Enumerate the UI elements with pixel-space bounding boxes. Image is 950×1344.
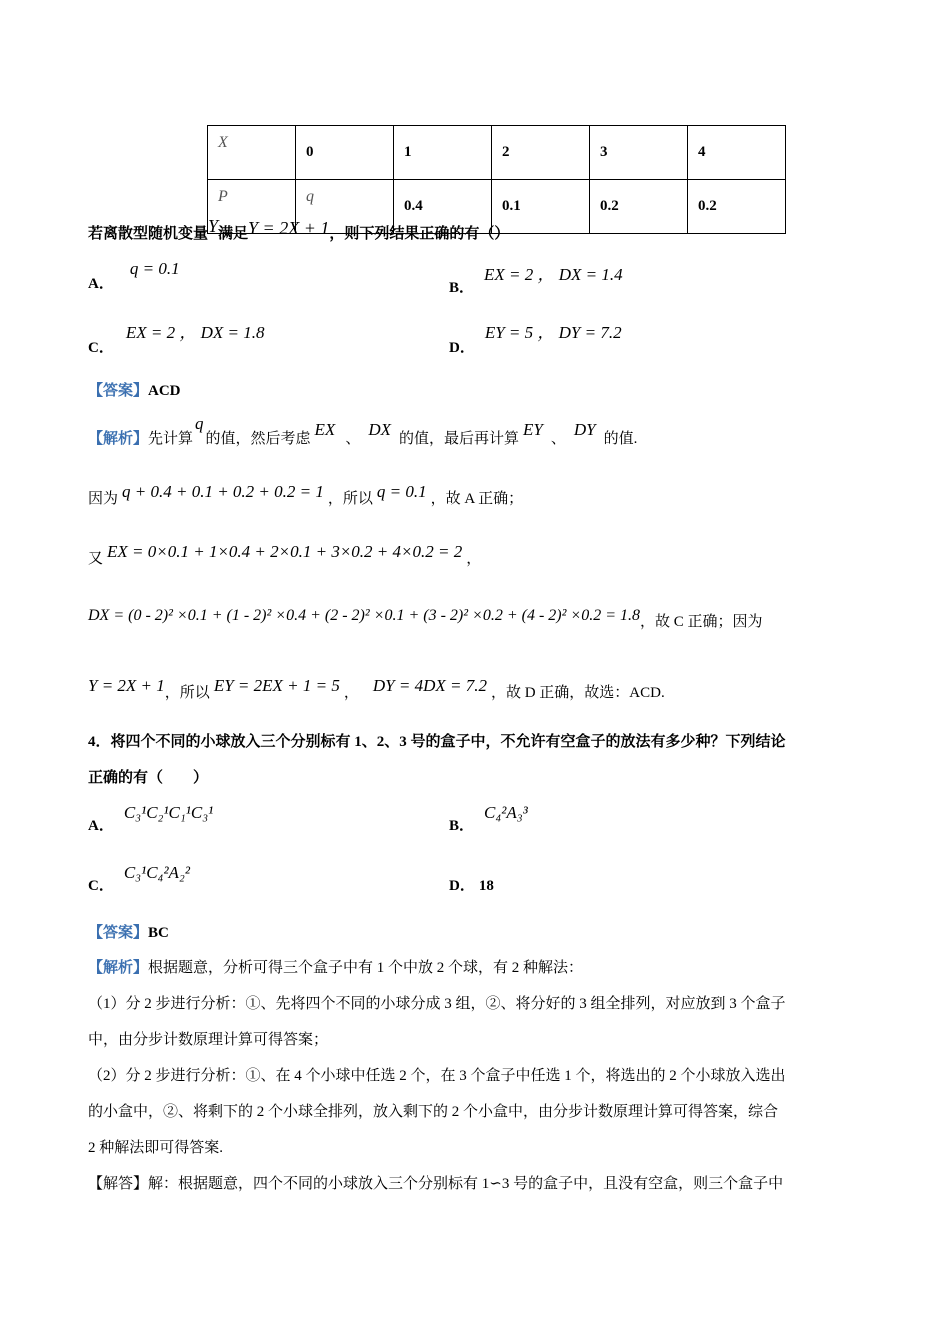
analysis-line: 【解析】先计算q的值，然后考虑 EX 、 DX 的值，最后再计算 EY 、 DY 的值. <box>88 414 638 447</box>
table-cell: 0.2 <box>688 180 786 234</box>
analysis-line: 因为 q + 0.4 + 0.1 + 0.2 + 0.2 = 1 ，所以 q = 0.1 ，故 A 正确； <box>88 482 524 507</box>
table-cell: X <box>208 126 296 180</box>
option-b: B． C₄²A₃³ <box>449 803 528 834</box>
analysis-line: （1）分 2 步进行分析：①、先将四个不同的小球分成 3 组，②、将分好的 3 组全排列，对应放到 3 个盒子 <box>88 996 786 1012</box>
analysis-line: 2 种解法即可得答案. <box>88 1140 224 1156</box>
analysis-line: 中，由分步计数原理计算可得答案； <box>88 1032 329 1048</box>
analysis-line: 的小盒中，②、将剩下的 2 个小球全排列，放入剩下的 2 个小盒中，由分步计数原理计算可得答案，综合 <box>88 1104 779 1120</box>
table-cell: 2 <box>492 126 590 180</box>
table-cell: 0.4 <box>394 180 492 234</box>
table-cell: 1 <box>394 126 492 180</box>
option-c: C． C₃¹C₄²A₂² <box>88 863 190 894</box>
table-cell: 0.2 <box>590 180 688 234</box>
analysis-line: （2）分 2 步进行分析：①、在 4 个小球中任选 2 个，在 3 个盒子中任选 1 个，将选出的 2 个小球放入选出 <box>88 1068 786 1084</box>
option-c: C． EX = 2 ， DX = 1.8 <box>88 323 265 356</box>
table-cell: 0.1 <box>492 180 590 234</box>
analysis-line: DX = (0 - 2)² ×0.1 + (1 - 2)² ×0.4 + (2 - 2)² ×0.1 + (3 - 2)² ×0.2 + (4 - 2)² ×0.2 = 1.8，故 C 正确；因为 <box>88 607 763 630</box>
analysis-line: Y = 2X + 1，所以 EY = 2EX + 1 = 5 ， DY = 4DX = 7.2 ，故 D 正确，故选：ACD. <box>88 676 665 701</box>
option-b: B． EX = 2 ， DX = 1.4 <box>449 265 623 296</box>
table-cell: P <box>208 180 296 234</box>
question-stem: 正确的有（ ） <box>88 770 209 786</box>
answer-line: 【答案】BC <box>88 925 169 941</box>
table-cell: q <box>296 180 394 234</box>
table-cell: 4 <box>688 126 786 180</box>
question-stem: 4．将四个不同的小球放入三个分别标有 1、2、3 号的盒子中，不允许有空盒子的放法有多少种？下列结论 <box>88 734 786 750</box>
table-cell: 0 <box>296 126 394 180</box>
option-a: A． q = 0.1 <box>88 259 180 292</box>
answer-line: 【答案】ACD <box>88 383 181 399</box>
analysis-line: 又 EX = 0×0.1 + 1×0.4 + 2×0.1 + 3×0.2 + 4×0.2 = 2 ， <box>88 542 482 567</box>
table-cell: 3 <box>590 126 688 180</box>
option-d: D． EY = 5 ， DY = 7.2 <box>449 323 622 356</box>
analysis-line: 【解析】根据题意，分析可得三个盒子中有 1 个中放 2 个球，有 2 种解法： <box>88 960 584 976</box>
option-a: A． C₃¹C₂¹C₁¹C₃¹ <box>88 803 214 834</box>
question-stem: 若离散型随机变量Y满足Y = 2X + 1，则下列结果正确的有（） <box>88 216 510 242</box>
option-d: D． 18 <box>449 878 494 894</box>
solution-line: 【解答】解：根据题意，四个不同的小球放入三个分别标有 1∽3 号的盒子中，且没有空盒，则三个盒子中 <box>88 1176 784 1192</box>
table-row <box>208 126 786 180</box>
